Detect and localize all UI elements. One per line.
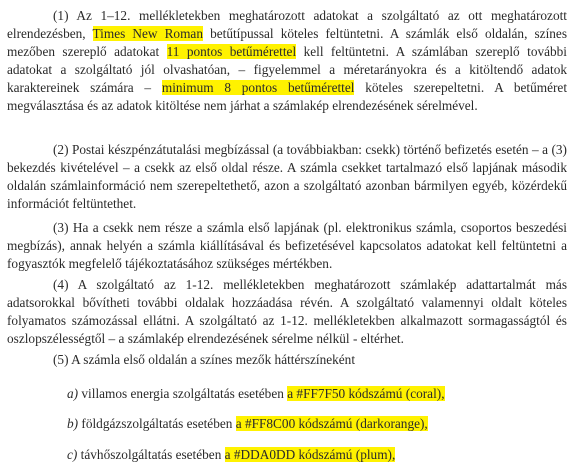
item-text: távhőszolgáltatás esetében [80, 447, 222, 462]
paragraph-1 [7, 7, 567, 115]
highlight-font-size-11: 11 pontos betűmérettel [166, 44, 297, 59]
item-letter: c) [67, 447, 78, 462]
p4-text: (4) A szolgáltató az 1-12. mellékletekben meghatározott számlakép adattartalmát más adatsorokkal bővítheti további oldalak hozzáadása révén. A szolgáltató valamennyi oldalt köteles folyamatos számozással ellátni. A szolgáltató az 1-12. mellékletekben alkalmazott sormagasságtól és oszlopszélességtől – a számlakép elrendezésének sérelme nélkül - eltérhet. [7, 277, 567, 346]
item-color-highlight: a #FF8C00 kódszámú (darkorange), [235, 416, 428, 431]
list-item-b [67, 415, 428, 433]
p1-text-d: köteles szerepeltetni. A betűméret megválasztása és az adatok kitöltése nem járhat a számlakép elrendezésének sérelmével. [7, 80, 568, 113]
highlight-font-name: Times New Roman [92, 26, 203, 41]
list-item-c [67, 446, 395, 464]
highlight-font-size-min-8: minimum 8 pontos betűmérettel [161, 80, 355, 95]
item-letter: a) [67, 386, 79, 401]
item-letter: b) [67, 416, 79, 431]
item-text: földgázszolgáltatás esetében [81, 416, 233, 431]
p5-text: (5) A számla első oldalán a színes mezők háttérszíneként [53, 352, 356, 367]
item-text: villamos energia szolgáltatás esetében [81, 386, 284, 401]
paragraph-5 [7, 351, 567, 369]
item-color-highlight: a #DDA0DD kódszámú (plum), [224, 447, 396, 462]
paragraph-2 [7, 141, 567, 213]
p2-text: (2) Postai készpénzátutalási megbízással (a továbbiakban: csekk) történő befizetés esetén – a (3) bekezdés kivételével – a csekk az első oldal része. A számla csekket tartalmazó első lapjának második oldalán számlainformáció nem szerepeltethető, azon a szolgáltató azonban bármilyen egyéb, közérdekű információt feltüntethet. [7, 142, 567, 211]
p1-text-a: (1) Az 1–12. mellékletekben meghatározott adatokat a szolgáltató az ott meghatározott elrendezésben, [7, 8, 567, 41]
p1-text-c: kell feltüntetni. A számlában szereplő további adatokat a szolgáltató jól olvashatóan, – figyelemmel a méretarányokra és a kitöltendő adatok karaktereinek számára – [7, 44, 568, 95]
paragraph-4 [7, 276, 567, 348]
paragraph-3 [7, 219, 567, 273]
p3-text: (3) Ha a csekk nem része a számla első lapjának (pl. elektronikus számla, csoportos beszedési megbízás), annak helyén a számla kiállításával és befizetésével kapcsolatos adatokat kell feltüntetni a fogyasztók megfelelő tájékoztatásához szükséges mértékben. [7, 220, 567, 271]
p1-text-b: betűtípussal köteles feltüntetni. A számlák első oldalán, színes mezőben szereplő adatokat [7, 26, 567, 59]
list-item-a [67, 385, 445, 403]
item-color-highlight: a #FF7F50 kódszámú (coral), [287, 386, 445, 401]
